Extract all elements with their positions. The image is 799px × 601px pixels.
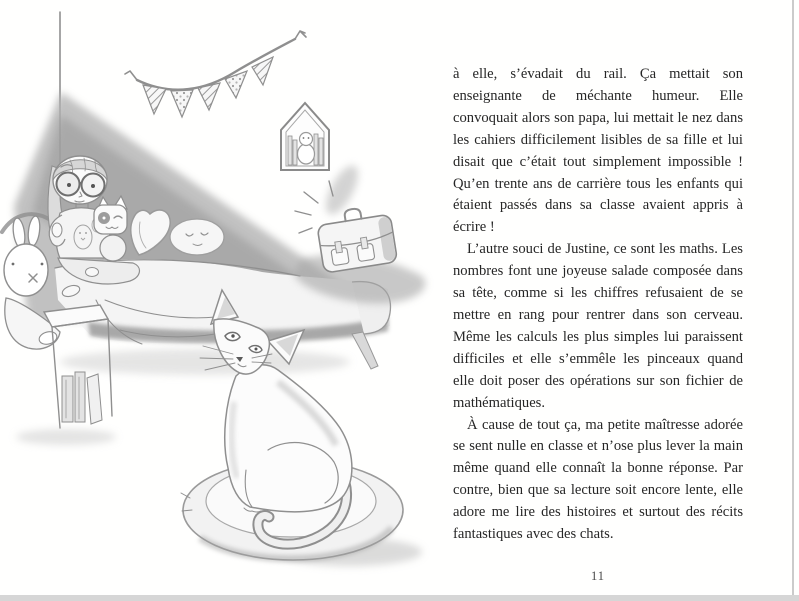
page-number: 11 — [590, 569, 606, 583]
page-right-edge — [792, 0, 794, 595]
sleeping-pillow — [170, 219, 224, 255]
paragraph: L’autre souci de Justine, ce sont les maths. Les nombres font une joyeuse salade composée dans sa tête, comme si les chiffres refusaient de se mettre en rang pour rentrer dans son cerveau. Même les calculs les plus simples lui paraissent difficiles et elle s’emmêle les pinceaux quand elle doit poser des opérations sur son fichier de mathématiques. — [453, 241, 743, 411]
school-satchel — [294, 181, 425, 304]
text-page — [453, 64, 743, 546]
house-shelf — [281, 103, 364, 219]
page-bottom-edge — [0, 595, 799, 601]
bird-figurine-icon — [298, 133, 315, 165]
paragraph: À cause de tout ça, ma petite maîtresse adorée se sent nulle en classe et n’ose plus lever la main même quand elle connaît la bonne réponse. Par contre, bien que sa lecture soit encore lente, elle adore me lire des histoires et surtout des récits fantastiques avec des chats. — [453, 416, 743, 543]
bunting-garland-icon — [125, 31, 306, 117]
bed-leg — [352, 332, 378, 369]
hand — [86, 268, 99, 277]
books-icon — [62, 372, 102, 424]
paragraph: à elle, s’évadait du rail. Ça mettait son enseignante de méchante humeur. Elle convoquait alors son papa, lui mettait le nez dans les cahiers difficilement lisibles de sa fille et lui disait que c’était tout simplement impossible ! Qu’en trente ans de carrière tous les enfants qui étaient passés dans sa classe avaient appris à écrire ! — [453, 66, 743, 236]
